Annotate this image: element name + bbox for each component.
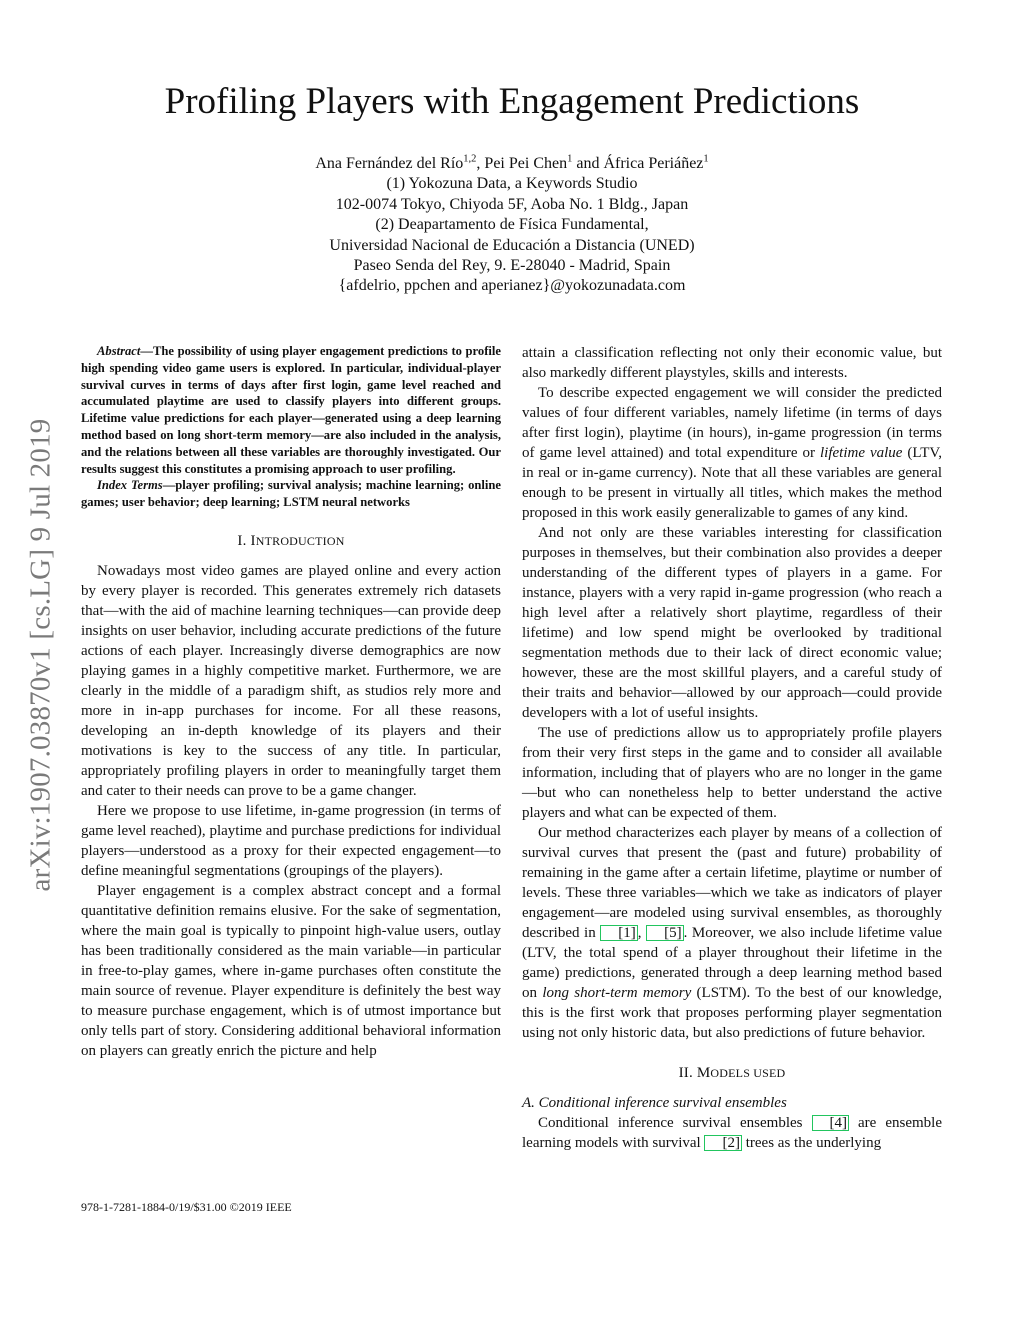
emphasis: lifetime value [820,445,903,461]
paragraph [522,383,942,523]
left-column [81,343,501,1061]
citation-link[interactable]: [4] [812,1115,850,1131]
paragraph-text: . Moreover, we also include lifetime value (LTV, the total spend of a player throughout their lifetime in the game) predictions, generated through a deep learning method based on [522,925,943,1001]
paragraph: attain a classification reflecting not only their economic value, but also markedly different playstyles, skills and interests. [522,345,942,381]
section-number: II. [678,1065,697,1081]
paragraph-text: (LSTM). To the best of our knowledge, this is the first work that proposes performing player segmentation using not only historic data, but also predictions of future behavior. [522,985,943,1041]
citation-link[interactable]: [1] [600,925,638,941]
author-affiliation-mark: 1 [703,153,709,165]
paragraph-text: Conditional inference survival ensembles [538,1115,812,1131]
paragraph: The use of predictions allow us to appropriately profile players from their very first steps in the game and to consider all available information, including that of players who are no longer in the game—but who can nonetheless help to better understand the active players and what can be expected of them. [522,725,942,821]
section-title-initial: M [696,1065,711,1081]
paragraph: Player engagement is a complex abstract concept and a formal quantitative definition remains elusive. For the sake of segmentation, where the main goal is typically to pinpoint high-value users, outlay has been traditionally considered as the main variable—in particular in free-to-play games, where in-game purchases often constitute the main source of revenue. Player expenditure is definitely the best way to measure purchase engagement, which is of utmost importance but only tells part of story. Considering additional behavioral information on players can greatly enrich the picture and help [81,882,501,1059]
author-name: África Periáñez [603,155,704,172]
copyright-text: ©2019 IEEE [229,1200,292,1214]
author-name: Pei Pei Chen [484,155,568,172]
author-separator: , [476,155,485,172]
index-terms-text: —player profiling; survival analysis; machine learning; online games; user behavior; deep learning; LSTM neural networks [81,478,501,510]
affiliation-line: 102-0074 Tokyo, Chiyoda 5F, Aoba No. 1 Bldg., Japan [335,195,689,213]
paragraph-text: , [637,925,647,941]
right-column [522,343,942,1153]
affiliation-line: (1) Yokozuna Data, a Keywords Studio [386,175,638,193]
paragraph-text: trees as the underlying [741,1135,882,1151]
author-affiliation-mark: 1,2 [463,153,477,165]
subsection-heading: A. Conditional inference survival ensembles [522,1095,787,1111]
author-separator: and [572,155,604,172]
section-heading [81,531,501,551]
abstract-label: Abstract [97,344,141,358]
paragraph [522,1113,942,1153]
section-title-initial: I [250,532,256,549]
author-name: Ana Fernández del Río [315,155,464,172]
paragraph-text: Our method characterizes each player by means of a collection of survival curves that present the (past and future) probability of remaining in the game after a certain lifetime, playtime or number of levels. These three variables—which we take as indicators of player engagement—are modeled using survival ensembles, as thoroughly described in [522,825,942,941]
paragraph-text: are ensemble learning models with survival [522,1115,942,1151]
paragraph: Here we propose to use lifetime, in-game progression (in terms of game level reached), playtime and purchase predictions for individual players—understood as a proxy for their expected engagement—to define meaningful segmentations (groupings of the players). [81,802,501,879]
paragraph: And not only are these variables interesting for classification purposes in themselves, but their combination also provides a deeper understanding of the different types of players in a game. For instance, players with a very rapid in-game progression (who reach a high level after a relatively short playtime, regardless of their lifetime) and low spend might be overlooked by traditional segmentation methods due to their lack of direct economic value; however, these are the most skillful players, and a careful study of their traits and behavior—allowed by our approach—could provide developers with a lot of useful insights. [522,525,942,721]
affiliation-line: (2) Deapartamento de Física Fundamental, [375,216,649,234]
paper-title: Profiling Players with Engagement Predictions [164,81,860,122]
abstract-text: —The possibility of using player engagement predictions to profile high spending video game users is explored. In particular, individual-player survival curves in terms of days after first login, game level reached and accumulated playtime are used to classify players into different groups. Lifetime value predictions for each player—generated using a deep learning method based on long short-term memory—are also included in the analysis, and the relations between all these variables are thoroughly investigated. Our results suggest this constitutes a promising approach to user profiling. [81,344,501,476]
isbn-text: 978-1-7281-1884-0/19/$31.00 [81,1200,230,1214]
index-terms [81,477,501,511]
affiliation-line: Paseo Senda del Rey, 9. E-28040 - Madrid, Spain [353,257,671,275]
citation-link[interactable]: [2] [704,1135,742,1151]
author-names [0,154,1024,174]
paragraph [522,823,942,1043]
author-affiliation-mark: 1 [567,153,573,165]
copyright-footer [81,1200,292,1215]
paragraph: Nowadays most video games are played online and every action by every player is recorded. This generates extremely rich datasets that—with the aid of machine learning techniques—can provide deep insights on user behavior, including accurate predictions of the future actions of each player. Increasingly diverse demographics are now playing games in a highly competitive market. Furthermore, we are clearly in the middle of a paradigm shift, as studios rely more and more in in-app purchases for income. For all these reasons, developing an in-depth knowledge of its players and their motivations is key to the success of any title. In particular, appropriately profiling players in order to meaningfully target them and cater to their needs can prove to be a game changer. [81,562,501,799]
index-terms-label: Index Terms [97,478,163,493]
section-number: I. [237,532,251,549]
section-title-rest: NTRODUCTION [255,533,345,548]
affiliation-line: Universidad Nacional de Educación a Distancia (UNED) [329,236,695,254]
emphasis: long short-term memory [542,985,692,1001]
arxiv-stamp: arXiv:1907.03870v1 [cs.LG] 9 Jul 2019 [24,418,57,892]
section-title-rest: ODELS USED [710,1066,786,1080]
author-emails: {afdelrio, ppchen and aperianez}@yokozunadata.com [338,277,686,295]
paragraph-text: To describe expected engagement we will consider the predicted values of four different variables, namely lifetime (in terms of days after first login), playtime (in hours), in-game progression (in terms of game level attained) and total expenditure or [522,385,942,461]
citation-link[interactable]: [5] [646,925,684,941]
paragraph-text: (LTV, in real or in-game currency). Note that all these variables are general enough to be present in virtually all titles, which makes the method proposed in this work easily generalizable to games of any kind. [522,445,943,521]
author-block [0,154,1024,297]
abstract [81,343,501,477]
section-heading [522,1063,942,1083]
